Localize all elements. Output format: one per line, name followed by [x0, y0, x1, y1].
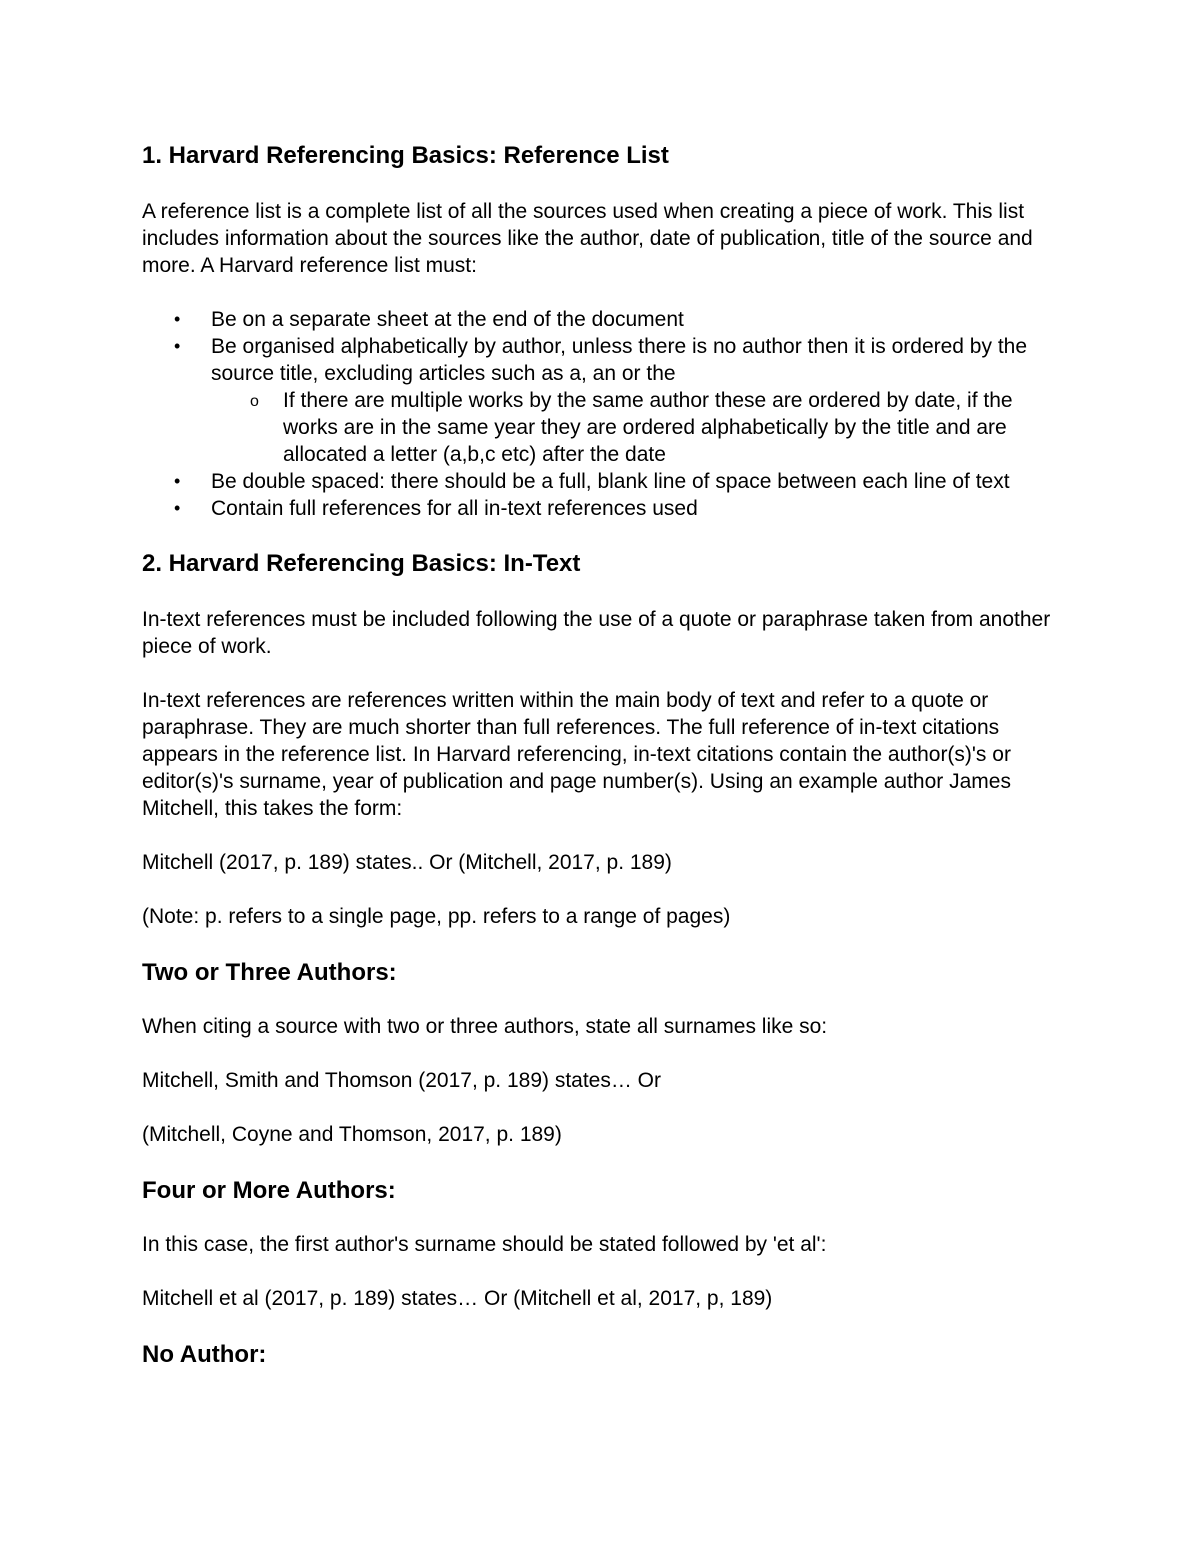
list-item: [142, 495, 1072, 522]
section-1-intro: A reference list is a complete list of all the sources used when creating a piece of work. This list includes information about the sources like the author, date of publication, title of the source and more. A Harvard reference list must:: [142, 200, 1033, 277]
list-item-text: Be double spaced: there should be a full, blank line of space between each line of text: [211, 470, 1010, 493]
bullet-icon: •: [174, 309, 181, 329]
bullet-icon: •: [174, 498, 181, 518]
sub-list: [211, 387, 1072, 468]
no-author-heading: No Author:: [142, 1341, 267, 1368]
four-more-authors-para: In this case, the first author's surname should be stated followed by 'et al':: [142, 1233, 827, 1256]
four-more-authors-example: Mitchell et al (2017, p. 189) states… Or (Mitchell et al, 2017, p, 189): [142, 1287, 773, 1310]
list-item: [142, 333, 1072, 468]
two-three-authors-para: When citing a source with two or three authors, state all surnames like so:: [142, 1015, 828, 1038]
section-2-example: Mitchell (2017, p. 189) states.. Or (Mitchell, 2017, p. 189): [142, 851, 672, 874]
section-2-para-2: In-text references are references written within the main body of text and refer to a quote or paraphrase. They are much shorter than full references. The full reference of in-text citations appears in the reference list. In Harvard referencing, in-text citations contain the author(s)'s or editor(s)'s surname, year of publication and page number(s). Using an example author James Mitchell, this takes the form:: [142, 689, 1011, 820]
list-item: [142, 468, 1072, 495]
four-more-authors-heading: Four or More Authors:: [142, 1177, 396, 1204]
section-2-heading: 2. Harvard Referencing Basics: In-Text: [142, 550, 581, 577]
section-1-heading: 1. Harvard Referencing Basics: Reference List: [142, 142, 669, 169]
document-page: [142, 140, 1072, 1395]
list-item-text: Be on a separate sheet at the end of the document: [211, 308, 684, 331]
bullet-icon: •: [174, 471, 181, 491]
two-three-authors-example-1: Mitchell, Smith and Thomson (2017, p. 189) states… Or: [142, 1069, 662, 1092]
reference-list-rules: [142, 306, 1072, 522]
sub-list-item: [211, 387, 1072, 468]
list-item-text: Contain full references for all in-text references used: [211, 497, 698, 520]
section-2-note: (Note: p. refers to a single page, pp. refers to a range of pages): [142, 905, 731, 928]
list-item: [142, 306, 1072, 333]
bullet-icon: •: [174, 336, 181, 356]
two-three-authors-example-2: (Mitchell, Coyne and Thomson, 2017, p. 189): [142, 1123, 562, 1146]
section-2-para-1: In-text references must be included following the use of a quote or paraphrase taken from another piece of work.: [142, 608, 1051, 658]
list-item-text: Be organised alphabetically by author, unless there is no author then it is ordered by the source title, excluding articles such as a, an or the: [211, 335, 1028, 385]
two-three-authors-heading: Two or Three Authors:: [142, 959, 397, 986]
circle-bullet-icon: o: [250, 393, 259, 410]
sub-list-item-text: If there are multiple works by the same author these are ordered by date, if the works are in the same year they are ordered alphabetically by the title and are allocated a letter (a,b,c etc) after the date: [283, 389, 1013, 466]
